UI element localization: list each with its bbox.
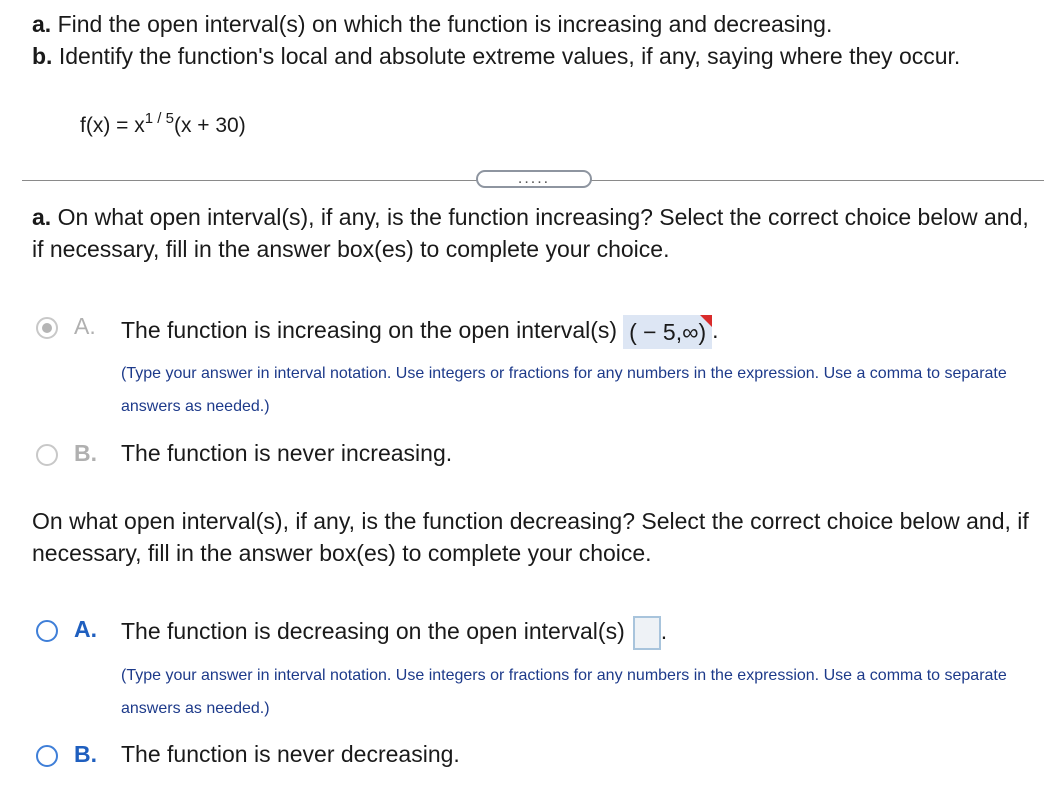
decreasing-choice-b-text: The function is never decreasing. bbox=[121, 741, 460, 767]
function-formula bbox=[80, 110, 246, 138]
expand-button[interactable] bbox=[476, 170, 592, 188]
decreasing-choice-a-letter: A. bbox=[74, 616, 97, 642]
formula-exponent: 1 / 5 bbox=[144, 110, 174, 127]
decreasing-choice-b-letter: B. bbox=[74, 741, 97, 767]
increasing-choice-a-letter: A. bbox=[74, 313, 96, 339]
increasing-choice-b-text: The function is never increasing. bbox=[121, 440, 453, 466]
question-b-label: b. bbox=[32, 43, 53, 69]
formula-base: f(x) = x bbox=[80, 114, 145, 137]
question-a-text: Find the open interval(s) on which the function is increasing and decreasing. bbox=[51, 11, 833, 37]
increasing-choice-a-period: . bbox=[712, 317, 719, 344]
decreasing-prompt: On what open interval(s), if any, is the function decreasing? Select the correct choice below and, if necessary, fill in the answer box(es) to complete your choice. bbox=[32, 508, 1029, 566]
increasing-answer-hint: (Type your answer in interval notation. Use integers or fractions for any numbers in the expression. Use a comma to separate answers as needed.) bbox=[121, 365, 1007, 415]
question-statement bbox=[32, 8, 1022, 72]
decreasing-answer-hint: (Type your answer in interval notation. Use integers or fractions for any numbers in the expression. Use a comma to separate answers as needed.) bbox=[121, 667, 1007, 717]
increasing-choice-a-text: The function is increasing on the open interval(s) bbox=[121, 317, 618, 344]
increasing-prompt bbox=[32, 201, 1032, 265]
increasing-choice-a-radio[interactable] bbox=[36, 317, 58, 339]
decreasing-choice-a-period: . bbox=[660, 618, 668, 645]
increasing-choice-b-letter: B. bbox=[74, 440, 97, 466]
question-part-b bbox=[32, 40, 1022, 72]
decreasing-answer-box[interactable] bbox=[633, 616, 661, 650]
question-a-label: a. bbox=[32, 11, 52, 37]
decreasing-choice-a-text: The function is decreasing on the open interval(s) bbox=[121, 618, 625, 645]
decreasing-choice-a-line bbox=[121, 616, 667, 650]
question-b-text: Identify the function's local and absolute extreme values, if any, saying where they occur. bbox=[52, 43, 961, 69]
increasing-answer-value: ( − 5,∞) bbox=[629, 319, 707, 345]
formula-tail: (x + 30) bbox=[173, 114, 246, 137]
decreasing-choice-b-radio[interactable] bbox=[36, 745, 58, 767]
incorrect-flag-icon bbox=[700, 315, 712, 327]
question-part-a bbox=[32, 8, 1022, 40]
increasing-prompt-text: On what open interval(s), if any, is the function increasing? Select the correct choice below and, if necessary, fill in the answer box(es) to complete your choice. bbox=[32, 204, 1029, 262]
increasing-answer-box[interactable] bbox=[623, 315, 712, 349]
part-a-label: a. bbox=[32, 204, 52, 230]
increasing-choice-a-line bbox=[121, 315, 719, 349]
expand-dots-icon: ..... bbox=[517, 170, 551, 187]
increasing-choice-b-radio[interactable] bbox=[36, 444, 58, 466]
decreasing-choice-a-radio[interactable] bbox=[36, 620, 58, 642]
